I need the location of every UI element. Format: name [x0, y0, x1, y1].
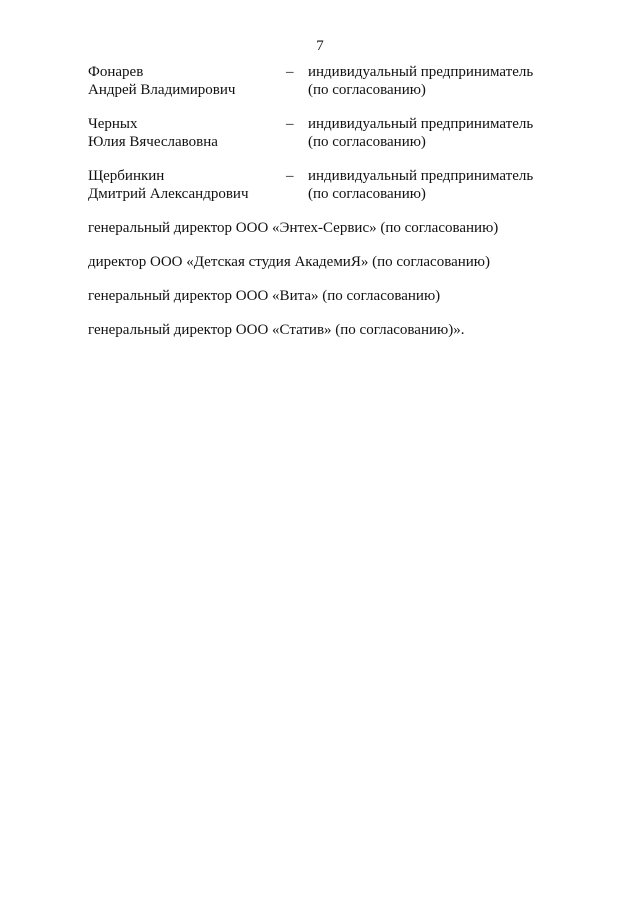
- member-dash: –: [286, 116, 294, 132]
- member-dash: –: [286, 64, 294, 80]
- positions-list: [88, 219, 548, 355]
- member-name: [88, 63, 286, 99]
- member-role: индивидуальный предприниматель: [308, 168, 534, 184]
- member-surname: Фонарев: [88, 64, 144, 80]
- member-name: [88, 167, 286, 203]
- position-line: генеральный директор ООО «Статив» (по согласованию)».: [88, 322, 465, 338]
- member-role-block: [308, 115, 548, 151]
- member-role-block: [308, 63, 548, 99]
- member-entry: [88, 167, 548, 203]
- member-role: индивидуальный предприниматель: [308, 116, 534, 132]
- member-given-names: Юлия Вячеславовна: [88, 134, 218, 150]
- members-list: [88, 63, 548, 219]
- position-line: генеральный директор ООО «Вита» (по согласованию): [88, 288, 441, 304]
- member-note: (по согласованию): [308, 82, 426, 98]
- member-note: (по согласованию): [308, 134, 426, 150]
- page-number: 7: [316, 38, 324, 54]
- member-surname: Щербинкин: [88, 168, 165, 184]
- member-name: [88, 115, 286, 151]
- member-given-names: Дмитрий Александрович: [88, 186, 249, 202]
- member-role-block: [308, 167, 548, 203]
- member-given-names: Андрей Владимирович: [88, 82, 236, 98]
- member-dash: –: [286, 168, 294, 184]
- member-note: (по согласованию): [308, 186, 426, 202]
- member-role: индивидуальный предприниматель: [308, 64, 534, 80]
- member-entry: [88, 115, 548, 151]
- member-surname: Черных: [88, 116, 138, 132]
- member-entry: [88, 63, 548, 99]
- position-line: директор ООО «Детская студия АкадемиЯ» (по согласованию): [88, 254, 491, 270]
- position-line: генеральный директор ООО «Энтех-Сервис» (по согласованию): [88, 220, 499, 236]
